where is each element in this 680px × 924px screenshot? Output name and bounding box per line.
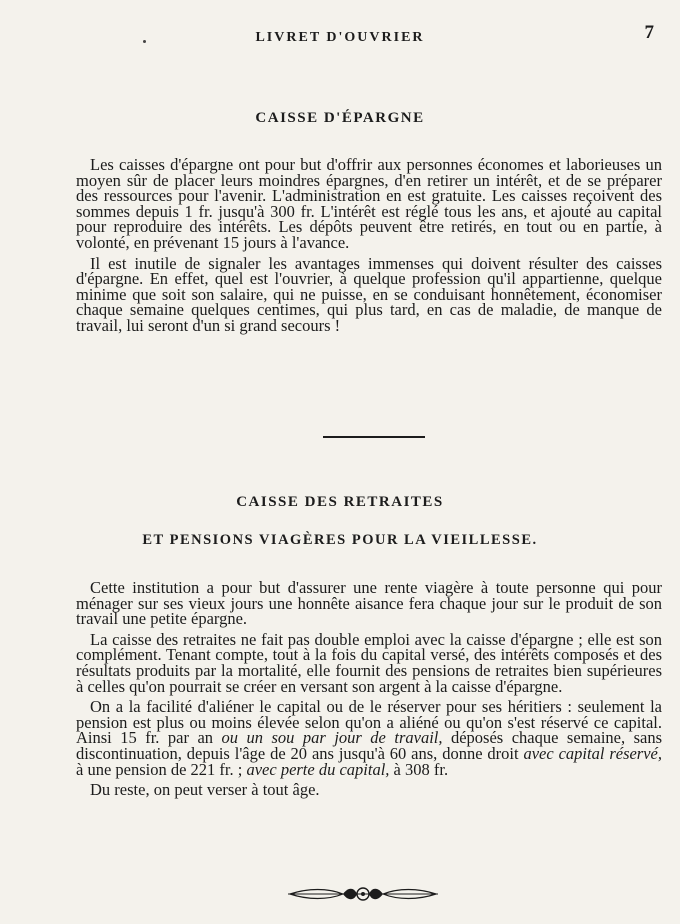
section-body-caisse-epargne [76, 157, 662, 339]
paragraph: La caisse des retraites ne fait pas double emploi avec la caisse d'épargne ; elle est son complément. Tenant compte, tout à la fois du capital versé, des intérêts composés et des résultats produits par la mortalité, elle fournit des pensions de retraites bien supérieures à celles qu'on pourrait se créer en versant son argent à la caisse d'épargne. [76, 629, 662, 696]
section-body-caisse-retraites [76, 580, 662, 803]
section-title-caisse-retraites: CAISSE DES RETRAITES [236, 494, 444, 510]
tailpiece-ornament [288, 884, 438, 904]
section-divider [323, 436, 425, 438]
paragraph [76, 699, 662, 777]
paragraph: Cette institution a pour but d'assurer une rente viagère à toute personne qui pour ménager sur ses vieux jours une honnête aisance fera chaque jour sur le produit de son travail une petite épargne. [76, 578, 662, 629]
paragraph: Du reste, on peut verser à tout âge. [90, 780, 320, 800]
text-run: On a la facilité d'aliéner le capital ou de le réserver pour ses héritiers : seulement la pension est plus ou moins élevée selon qu'on a aliéné ou qu'on s'est réservé ce capital. Ainsi 15 fr. par an [76, 697, 662, 748]
text-run: à 308 fr. [389, 759, 449, 779]
text-run: à une pension de 221 fr. ; [76, 759, 247, 779]
page-number: 7 [644, 22, 654, 43]
text-run: déposés chaque semaine, sans discontinuation, depuis l'âge de 20 ans jusqu'à 60 ans, donne droit [76, 728, 663, 763]
italic-run: avec perte du capital, [246, 759, 390, 779]
section-title-caisse-epargne: CAISSE D'ÉPARGNE [255, 110, 425, 126]
italic-run: avec capital réservé, [523, 743, 663, 763]
italic-run: ou un sou par jour de travail, [221, 728, 443, 748]
section-subtitle-pensions: ET PENSIONS VIAGÈRES POUR LA VIEILLESSE. [142, 532, 538, 548]
paragraph: Il est inutile de signaler les avantages immenses qui doivent résulter des caisses d'épargne. En effet, quel est l'ouvrier, à quelque profession qu'il appartienne, quelque minime que soit son salaire, qui ne puisse, en se conduisant honnêtement, économiser chaque semaine quelques centimes, qui plus tard, en cas de maladie, de manque de travail, lui seront d'un si grand secours ! [76, 253, 662, 335]
running-head: LIVRET D'OUVRIER [255, 30, 425, 45]
paragraph: Les caisses d'épargne ont pour but d'offrir aux personnes économes et laborieuses un moyen sûr de placer leurs moindres épargnes, d'en retirer un intérêt, et de se préparer des ressources pour l'avenir. L'administration en est gratuite. Les caisses reçoivent des sommes depuis 1 fr. jusqu'à 300 fr. L'intérêt est réglé tous les ans, et ajouté au capital pour reproduire des intérêts. Les dépôts peuvent être retirés, en tout ou en partie, à volonté, en prévenant 15 jours à l'avance. [76, 155, 662, 252]
